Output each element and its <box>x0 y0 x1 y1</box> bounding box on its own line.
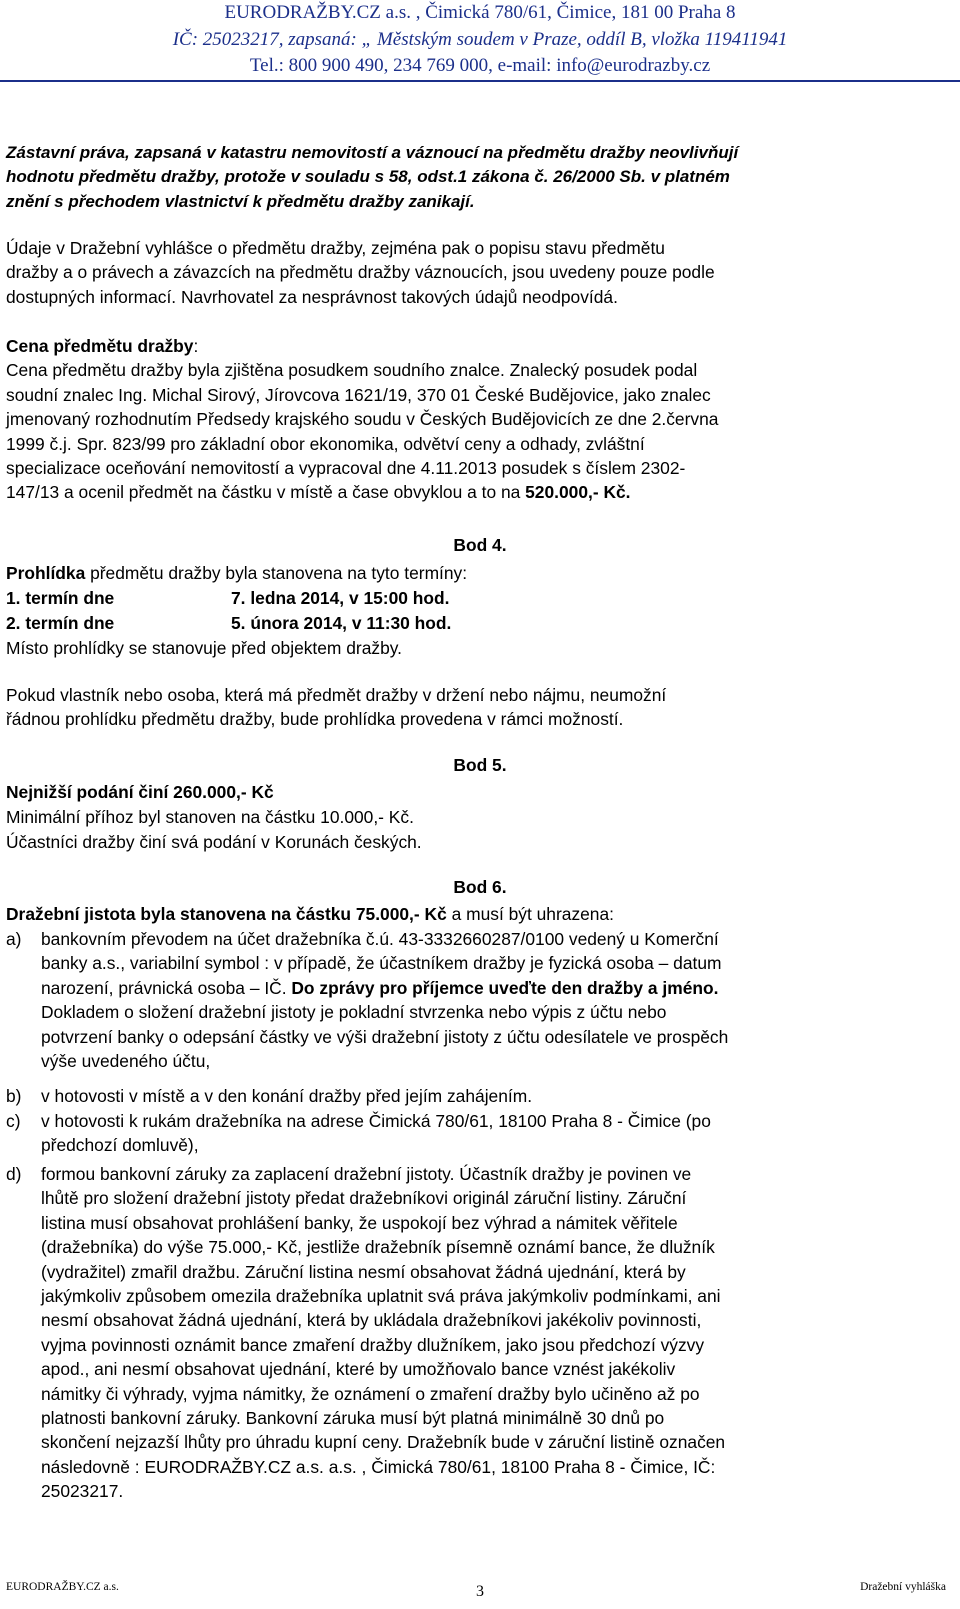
viewing-term-2 <box>6 611 451 635</box>
deposit-amount: Dražební jistota byla stanovena na částku 75.000,- Kč <box>6 904 447 924</box>
header-company-line: EURODRAŽBY.CZ a.s. , Čimická 780/61, Čimice, 181 00 Praha 8 <box>224 2 736 23</box>
list-line: listina musí obsahovat prohlášení banky, že uspokojí bez výhrad a námitek věřitele <box>41 1212 678 1233</box>
liens-line: hodnotu předmětu dražby, protože v souladu s 58, odst.1 zákona č. 26/2000 Sb. v platném <box>6 167 730 187</box>
minimum-increment: Minimální příhoz byl stanoven na částku 10.000,- Kč. <box>6 807 414 827</box>
list-item-c <box>6 1109 956 1158</box>
list-line: (vydražitel) zmařil dražbu. Záruční listina nesmí obsahovat žádná ujednání, která by <box>41 1261 686 1282</box>
disclaimer-line: dostupných informací. Navrhovatel za nesprávnost takových údajů neodpovídá. <box>6 286 618 307</box>
price-heading-colon: : <box>193 336 199 356</box>
disclaimer-paragraph <box>6 236 956 309</box>
viewing-note-paragraph <box>6 683 956 732</box>
list-text-a <box>41 927 956 1073</box>
price-line-text: 147/13 a ocenil předmět na částku v místě a čase obvyklou a to na <box>6 482 526 503</box>
list-line: potvrzení banky o odepsání částky ve výši dražební jistoty z účtu odesílatele ve prospěch <box>41 1026 729 1047</box>
list-marker-b: b) <box>6 1086 22 1106</box>
page-number: 3 <box>476 1583 484 1600</box>
list-line: platnosti bankovní záruky. Bankovní záruka musí být platná minimálně 30 dnů po <box>41 1408 665 1429</box>
price-line: 1999 č.j. Spr. 823/99 pro základní obor ekonomika, odvětví ceny a odhady, zvláštní <box>6 433 645 454</box>
payment-reference-note: Do zprávy pro příjemce uveďte den dražby a jméno. <box>291 977 719 998</box>
price-line: specializace oceňování nemovitostí a vypracoval dne 4.11.2013 posudek s číslem 2302- <box>6 458 686 479</box>
price-heading: Cena předmětu dražby <box>6 336 194 356</box>
list-line: banky a.s., variabilní symbol : v případě, že účastníkem dražby je fyzická osoba – datum <box>41 953 722 974</box>
list-line: předchozí domluvě), <box>41 1135 199 1156</box>
list-item-d <box>6 1162 956 1504</box>
list-line: nesmí obsahovat žádná ujednání, která by ukládala dražebníkovi jakékoliv povinnosti, <box>41 1310 702 1331</box>
price-line <box>6 480 956 504</box>
viewing-intro-bold: Prohlídka <box>6 563 86 583</box>
viewing-intro <box>6 561 467 585</box>
list-line: bankovním převodem na účet dražebníka č.ú. 43-3332660287/0100 vedený u Komerční <box>41 929 719 949</box>
list-text-b <box>41 1084 956 1108</box>
list-line: námitky či výhrady, vyjma námitky, že oznámení o zmaření dražby bylo učiněno až po <box>41 1383 700 1404</box>
list-line: následovně : EURODRAŽBY.CZ a.s. a.s. , Čimická 780/61, 18100 Praha 8 - Čimice, IČ: <box>41 1456 716 1477</box>
viewing-term-2-value: 5. února 2014, v 11:30 hod. <box>231 613 452 633</box>
header-registration-text: IČ: 25023217, zapsaná: „ Městským soudem v Praze, oddíl B, vložka 11941 <box>172 29 750 50</box>
list-line: apod., ani nesmí obsahovat ujednání, které by umožňovalo bance vznést jakékoliv <box>41 1359 676 1380</box>
list-item-b <box>6 1084 956 1108</box>
bid-currency: Účastníci dražby činí svá podání v Korunách českých. <box>6 832 422 852</box>
viewing-term-2-label: 2. termín dne <box>6 613 115 633</box>
header-registration-line <box>0 29 960 51</box>
list-marker-a: a) <box>6 929 22 949</box>
list-item-a <box>6 927 956 1073</box>
list-line: 25023217. <box>41 1481 124 1502</box>
liens-line: znění s přechodem vlastnictví k předmětu dražby zanikají. <box>6 191 475 211</box>
viewing-note-line: řádnou prohlídku předmětu dražby, bude prohlídka provedena v rámci možností. <box>6 709 624 730</box>
list-line: lhůtě pro složení dražební jistoty předat dražebníkovi originál záruční listiny. Záruční <box>41 1188 687 1209</box>
price-heading-line <box>6 334 956 358</box>
list-line <box>41 976 956 1000</box>
deposit-intro <box>6 902 614 926</box>
price-line: jmenovaný rozhodnutím Předsedy krajského soudu v Českých Budějovicích ze dne 2.června <box>6 409 719 430</box>
price-amount: 520.000,- Kč. <box>525 482 631 503</box>
liens-line: Zástavní práva, zapsaná v katastru nemovitostí a váznoucí na předmětu dražby neovlivňují <box>6 143 739 162</box>
section-title-bod5: Bod 5. <box>453 755 507 775</box>
viewing-term-1 <box>6 586 449 610</box>
list-line-text: narození, právnická osoba – IČ. <box>41 977 292 998</box>
viewing-note-line: Pokud vlastník nebo osoba, která má předmět dražby v držení nebo nájmu, neumožní <box>6 685 667 705</box>
section-title-bod6: Bod 6. <box>453 877 507 897</box>
footer-document-title: Dražební vyhláška <box>860 1581 946 1593</box>
list-text-d <box>41 1162 956 1504</box>
list-line: formou bankovní záruky za zaplacení dražební jistoty. Účastník dražby je povinen ve <box>41 1164 692 1184</box>
list-text-c <box>41 1109 956 1158</box>
section-title-bod4: Bod 4. <box>453 535 507 555</box>
liens-paragraph <box>6 141 956 214</box>
list-line: v hotovosti k rukám dražebníka na adrese Čimická 780/61, 18100 Praha 8 - Čimice (po <box>41 1111 711 1131</box>
list-line: v hotovosti v místě a v den konání dražby před jejím zahájením. <box>41 1086 533 1106</box>
list-line: Dokladem o složení dražební jistoty je pokladní stvrzenka nebo výpis z účtu nebo <box>41 1002 667 1023</box>
header-registration-tail: 1941 <box>749 29 788 50</box>
disclaimer-line: dražby a o právech a závazcích na předmětu dražby váznoucích, jsou uvedeny pouze podle <box>6 262 715 283</box>
viewing-term-1-value: 7. ledna 2014, v 15:00 hod. <box>231 588 450 608</box>
price-line: soudní znalec Ing. Michal Sirový, Jírovcova 1621/19, 370 01 České Budějovice, jako znalec <box>6 384 711 405</box>
list-line: výše uvedeného účtu, <box>41 1051 211 1072</box>
price-line: Cena předmětu dražby byla zjištěna posudkem soudního znalce. Znalecký posudek podal <box>6 360 698 381</box>
list-line: skončení nejzazší lhůty pro úhradu kupní ceny. Dražebník bude v záruční listině označen <box>41 1432 726 1453</box>
viewing-term-1-label: 1. termín dne <box>6 588 115 608</box>
deposit-intro-rest: a musí být uhrazena: <box>446 904 614 924</box>
list-marker-d: d) <box>6 1164 22 1184</box>
list-line: jakýmkoliv způsobem omezila dražebníka uplatnit svá práva jakýmkoliv podmínkami, ani <box>41 1286 721 1307</box>
list-line: vyjma povinnosti oznámit bance zmaření dražby dlužníkem, jako jsou předchozí výzvy <box>41 1334 705 1355</box>
disclaimer-line: Údaje v Dražební vyhlášce o předmětu dražby, zejména pak o popisu stavu předmětu <box>6 238 665 258</box>
lowest-bid: Nejnižší podání činí 260.000,- Kč <box>6 782 274 802</box>
header-divider <box>0 80 960 82</box>
viewing-place: Místo prohlídky se stanovuje před objektem dražby. <box>6 638 402 658</box>
price-section <box>6 334 956 505</box>
list-line: (dražebníka) do výše 75.000,- Kč, jestliže dražebník písemně oznámí bance, že dlužník <box>41 1237 715 1258</box>
footer-company: EURODRAŽBY.CZ a.s. <box>6 1581 119 1593</box>
header-contact-line: Tel.: 800 900 490, 234 769 000, e-mail: info@eurodrazby.cz <box>249 55 711 76</box>
viewing-intro-rest: předmětu dražby byla stanovena na tyto termíny: <box>85 563 468 583</box>
list-marker-c: c) <box>6 1111 21 1131</box>
